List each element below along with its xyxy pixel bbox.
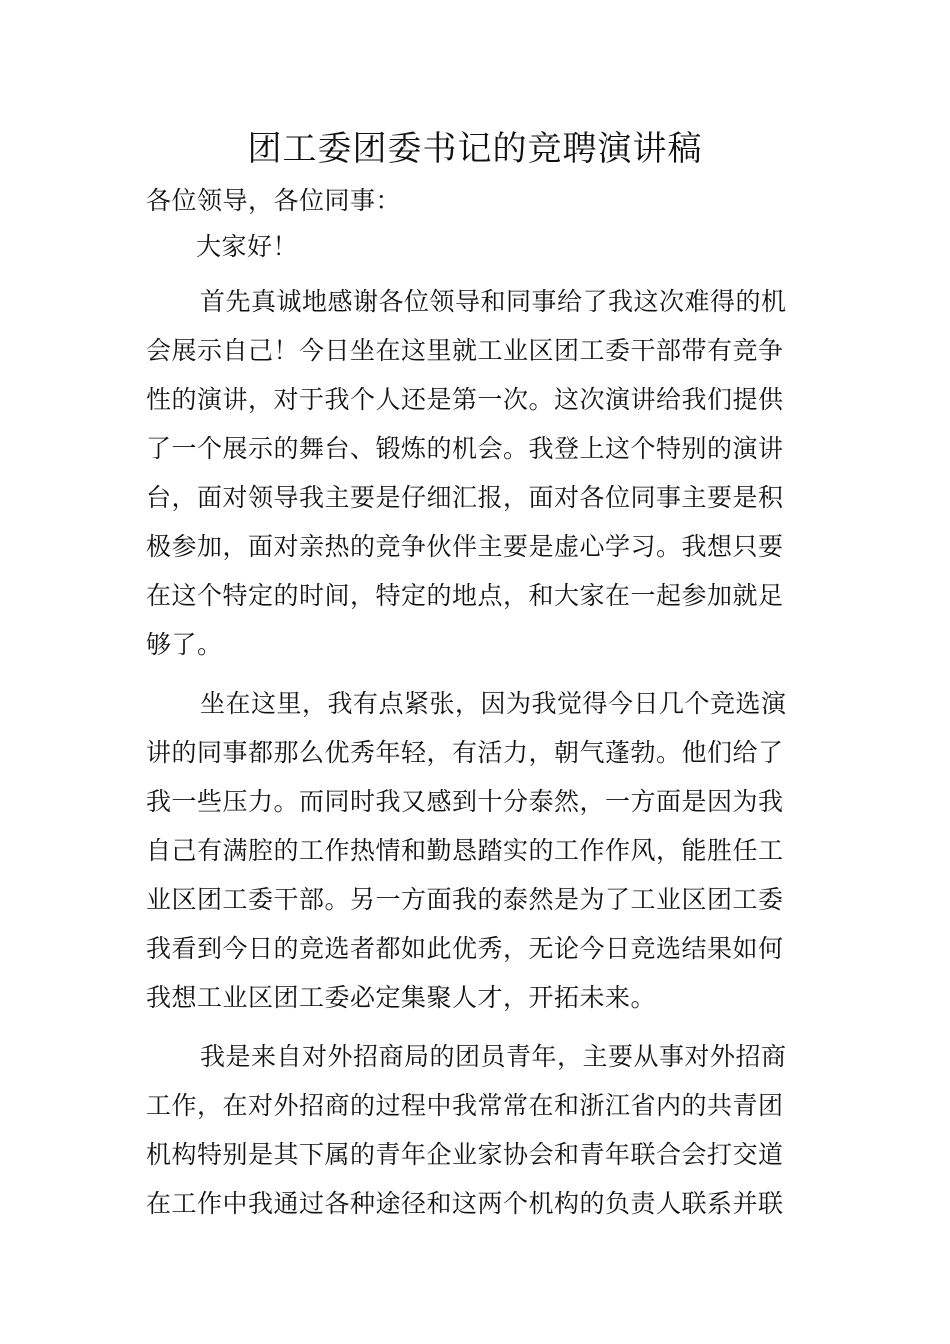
document-title: 团工委团委书记的竞聘演讲稿: [247, 129, 703, 169]
paragraph-line: 我想工业区团工委必定集聚人才，开拓未来。: [146, 983, 657, 1012]
paragraph-line: 极参加，面对亲热的竞争伙伴主要是虚心学习。我想只要: [146, 532, 784, 561]
paragraph-line: 机构特别是其下属的青年企业家协会和青年联合会打交道: [146, 1140, 784, 1169]
document-body: [146, 176, 806, 1228]
paragraph-line: 会展示自己！今日坐在这里就工业区团工委干部带有竞争: [146, 336, 784, 365]
paragraph-line: 我是来自对外招商局的团员青年，主要从事对外招商: [200, 1042, 787, 1071]
paragraph-line: 在工作中我通过各种途径和这两个机构的负责人联系并联: [146, 1189, 784, 1218]
paragraph-line: 讲的同事都那么优秀年轻，有活力，朝气蓬勃。他们给了: [146, 738, 784, 767]
paragraph-line: 工作，在对外招商的过程中我常常在和浙江省内的共青团: [146, 1091, 784, 1120]
salutation: 各位领导，各位同事：: [146, 186, 402, 215]
greeting: 大家好！: [196, 232, 299, 261]
paragraph-line: 业区团工委干部。另一方面我的泰然是为了工业区团工委: [146, 885, 784, 914]
paragraph-line: 在这个特定的时间，特定的地点，和大家在一起参加就足: [146, 581, 784, 610]
paragraph-line: 了一个展示的舞台、锻炼的机会。我登上这个特别的演讲: [146, 434, 784, 463]
paragraph-2: [146, 679, 806, 1022]
paragraph-line: 自己有满腔的工作热情和勤恳踏实的工作作风，能胜任工: [146, 836, 784, 865]
paragraph-3: [146, 1032, 806, 1228]
paragraph-line: 我一些压力。而同时我又感到十分泰然，一方面是因为我: [146, 787, 784, 816]
paragraph-line: 坐在这里，我有点紧张，因为我觉得今日几个竞选演: [200, 689, 787, 718]
paragraph-line: 台，面对领导我主要是仔细汇报，面对各位同事主要是积: [146, 483, 784, 512]
paragraph-line: 首先真诚地感谢各位领导和同事给了我这次难得的机: [200, 287, 787, 316]
paragraph-1: [146, 277, 806, 669]
paragraph-line: 我看到今日的竞选者都如此优秀，无论今日竞选结果如何: [146, 934, 784, 963]
paragraph-line: 够了。: [146, 630, 223, 659]
paragraph-line: 性的演讲，对于我个人还是第一次。这次演讲给我们提供: [146, 385, 784, 414]
